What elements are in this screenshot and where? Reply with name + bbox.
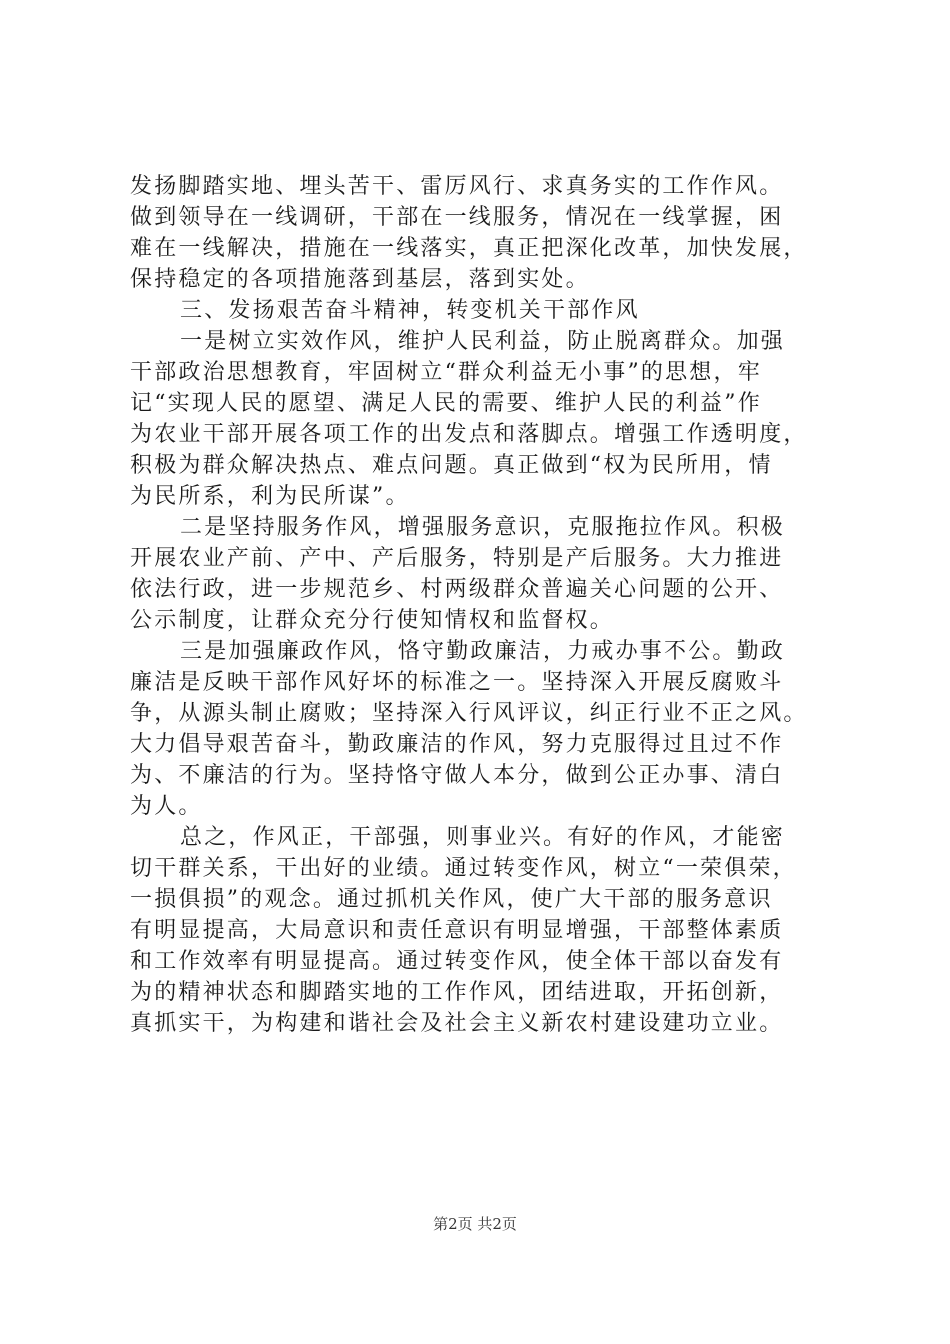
text-line: 大力倡导艰苦奋斗，勤政廉洁的作风，努力克服得过且过不作 [130,732,784,757]
text-line: 为、不廉洁的行为。坚持恪守做人本分，做到公正办事、清白 [130,763,784,788]
text-line: 积极为群众解决热点、难点问题。真正做到“权为民所用，情 [130,453,773,478]
text-line: 公示制度，让群众充分行使知情权和监督权。 [130,608,615,633]
text-line: 为的精神状态和脚踏实地的工作作风，团结进取，开拓创新， [130,980,784,1005]
body-text [130,171,830,1039]
text-line: 和工作效率有明显提高。通过转变作风，使全体干部以奋发有 [130,949,784,974]
text-line: 总之，作风正，干部强，则事业兴。有好的作风，才能密 [180,825,786,850]
text-line: 发扬脚踏实地、埋头苦干、雷厉风行、求真务实的工作作风。 [130,174,784,199]
text-line: 难在一线解决，措施在一线落实，真正把深化改革，加快发展， [130,236,808,261]
section-heading: 三、发扬艰苦奋斗精神，转变机关干部作风 [180,298,640,323]
text-line: 二是坚持服务作风，增强服务意识，克服拖拉作风。积极 [180,515,786,540]
text-line: 三是加强廉政作风，恪守勤政廉洁，力戒办事不公。勤政 [180,639,786,664]
text-line: 真抓实干，为构建和谐社会及社会主义新农村建设建功立业。 [130,1011,784,1036]
text-line: 记“实现人民的愿望、满足人民的需要、维护人民的利益”作 [130,391,762,416]
text-line: 为人。 [130,794,203,819]
text-line: 干部政治思想教育，牢固树立“群众利益无小事”的思想，牢 [130,360,762,385]
page-number-footer: 第2页 共2页 [433,1215,517,1233]
text-line: 做到领导在一线调研，干部在一线服务，情况在一线掌握，困 [130,205,784,230]
text-line: 依法行政，进一步规范乡、村两级群众普遍关心问题的公开、 [130,577,784,602]
text-line: 为民所系，利为民所谋”。 [130,484,410,509]
text-line: 有明显提高，大局意识和责任意识有明显增强，干部整体素质 [130,918,784,943]
text-line: 开展农业产前、产中、产后服务，特别是产后服务。大力推进 [130,546,784,571]
text-line: 为农业干部开展各项工作的出发点和落脚点。增强工作透明度， [130,422,808,447]
text-line: 争，从源头制止腐败；坚持深入行风评议，纠正行业不正之风。 [130,701,808,726]
text-line: 一损俱损”的观念。通过抓机关作风，使广大干部的服务意识 [130,887,773,912]
text-line: 一是树立实效作风，维护人民利益，防止脱离群众。加强 [180,329,786,354]
text-line: 保持稳定的各项措施落到基层，落到实处。 [130,267,590,292]
text-line: 切干群关系，干出好的业绩。通过转变作风，树立“一荣俱荣， [130,856,797,881]
text-line: 廉洁是反映干部作风好坏的标准之一。坚持深入开展反腐败斗 [130,670,784,695]
